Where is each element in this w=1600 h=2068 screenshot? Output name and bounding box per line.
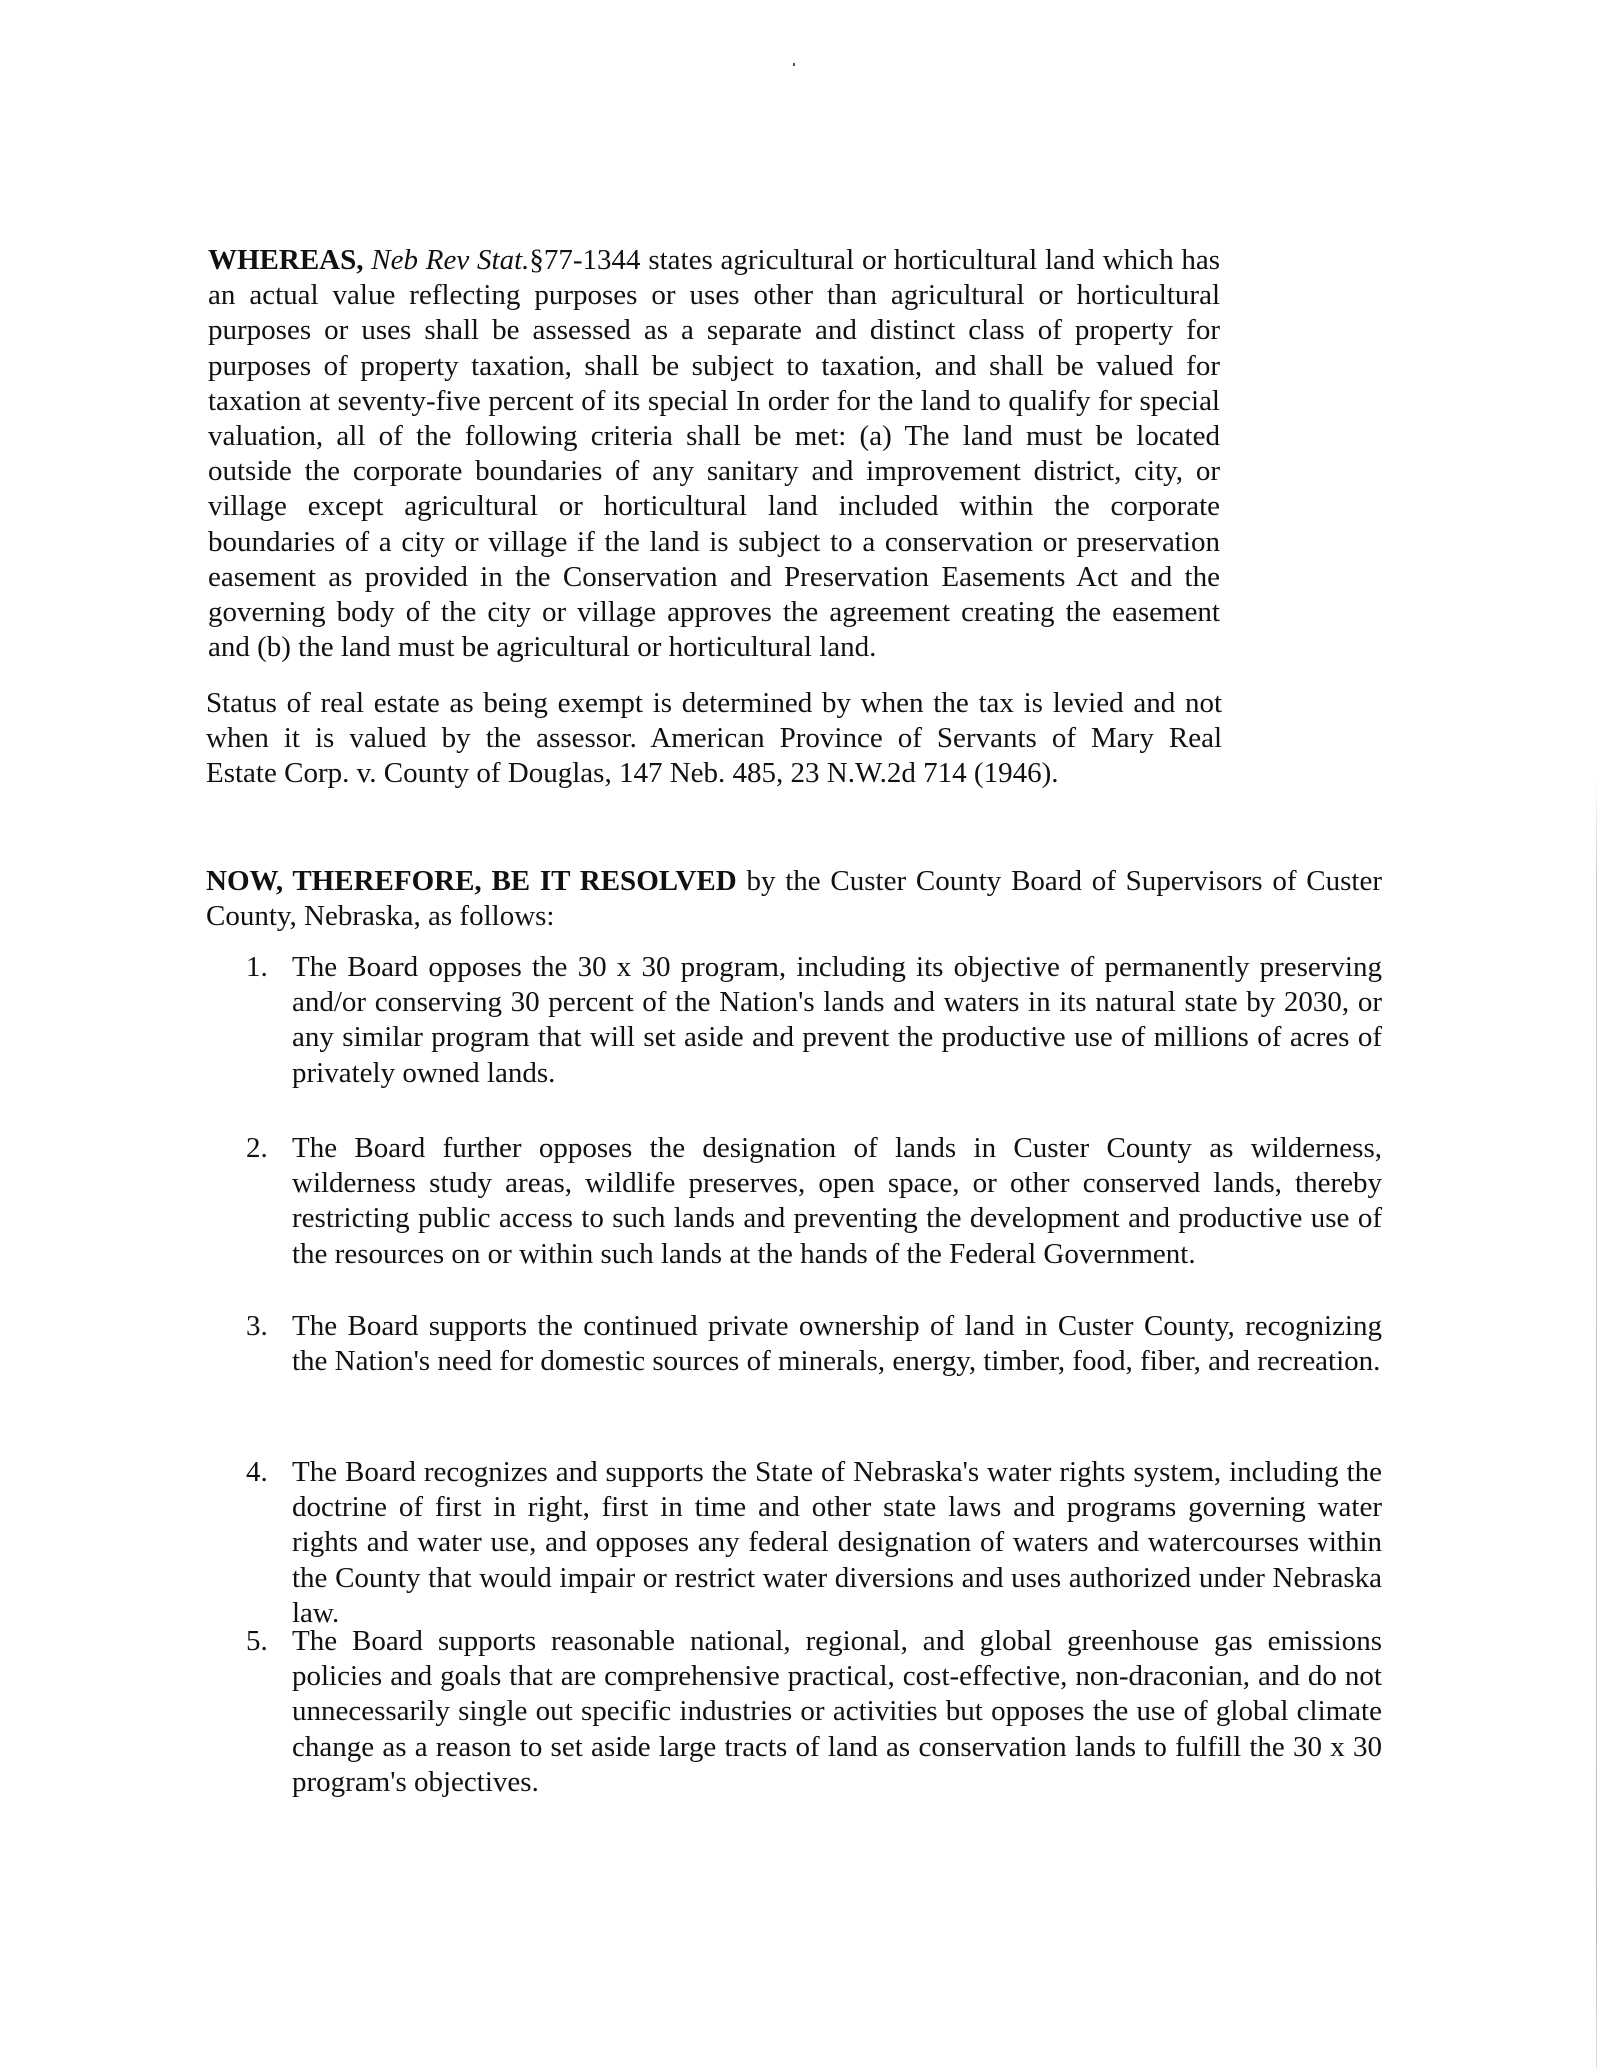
resolved-paragraph xyxy=(206,864,1382,934)
item-number: 3. xyxy=(246,1310,268,1342)
scan-speck xyxy=(793,63,795,66)
resolution-item xyxy=(246,1309,1382,1379)
item-text: The Board further opposes the designation of lands in Custer County as wilderness, wilderness study areas, wildlife preserves, open space, or other conserved lands, thereby restricting public access to such lands and preventing the development and productive use of the resources on or within such lands at the hands of the Federal Government. xyxy=(292,1132,1382,1270)
item-text: The Board recognizes and supports the State of Nebraska's water rights system, including the doctrine of first in right, first in time and other state laws and programs governing water rights and water use, and opposes any federal designation of waters and watercourses within the County that would impair or restrict water diversions and uses authorized under Nebraska law. xyxy=(292,1456,1382,1629)
status-line: when it is valued by the assessor. American Province of Servants of Mary Real xyxy=(206,722,1222,755)
item-text: The Board supports reasonable national, regional, and global greenhouse gas emissions policies and goals that are comprehensive practical, cost-effective, non-draconian, and do not unnecessarily single out specific industries or activities but opposes the use of global climate change as a reason to set aside large tracts of land as conservation lands to fulfill the 30 x 30 program's objectives. xyxy=(292,1625,1382,1798)
item-number: 2. xyxy=(246,1132,268,1164)
whereas-body: §77-1344 states agricultural or horticultural land which has an actual value reflecting purposes or uses other than agricultural or horticultural purposes or uses shall be assessed as a separate and distinct class of property for purposes of property taxation, shall be subject to taxation, and shall be valued for taxation at seventy-five percent of its special In order for the land to qualify for special valuation, all of the following criteria shall be met: (a) The land must be located outside the corporate boundaries of any sanitary and improvement district, city, or village except agricultural or horticultural land included within the corporate boundaries of a city or village if the land is subject to a conservation or preservation easement as provided in the Conservation and Preservation Easements Act and the governing body of the city or village approves the agreement creating the easement and (b) the land must be agricultural or horticultural land. xyxy=(208,244,1221,664)
status-line: Estate Corp. v. County of Douglas, 147 Neb. 485, 23 N.W.2d 714 (1946). xyxy=(206,757,1059,790)
whereas-paragraph xyxy=(208,243,1220,665)
resolution-item xyxy=(246,1455,1382,1631)
resolved-lead: NOW, THEREFORE, BE IT RESOLVED xyxy=(206,865,737,897)
item-text: The Board opposes the 30 x 30 program, including its objective of permanently preserving and/or conserving 30 percent of the Nation's lands and waters in its natural state by 2030, or any similar program that will set aside and prevent the productive use of millions of acres of privately owned lands. xyxy=(292,951,1382,1089)
resolution-item xyxy=(246,1131,1382,1272)
item-number: 4. xyxy=(246,1456,268,1488)
item-number: 5. xyxy=(246,1625,268,1657)
item-text: The Board supports the continued private ownership of land in Custer County, recognizing the Nation's need for domestic sources of minerals, energy, timber, food, fiber, and recreation. xyxy=(292,1310,1382,1378)
statute-citation: Neb Rev Stat. xyxy=(371,244,530,276)
resolution-item xyxy=(246,950,1382,1091)
page-edge-line xyxy=(1596,780,1597,2068)
status-line: Status of real estate as being exempt is determined by when the tax is levied and not xyxy=(206,687,1222,719)
resolution-item xyxy=(246,1624,1382,1800)
item-number: 1. xyxy=(246,951,268,983)
whereas-lead: WHEREAS, xyxy=(208,244,364,276)
resolved-body: by the Custer County Board of Supervisors of Custer County, Nebraska, as follows: xyxy=(206,865,1383,933)
status-paragraph xyxy=(206,686,1222,792)
